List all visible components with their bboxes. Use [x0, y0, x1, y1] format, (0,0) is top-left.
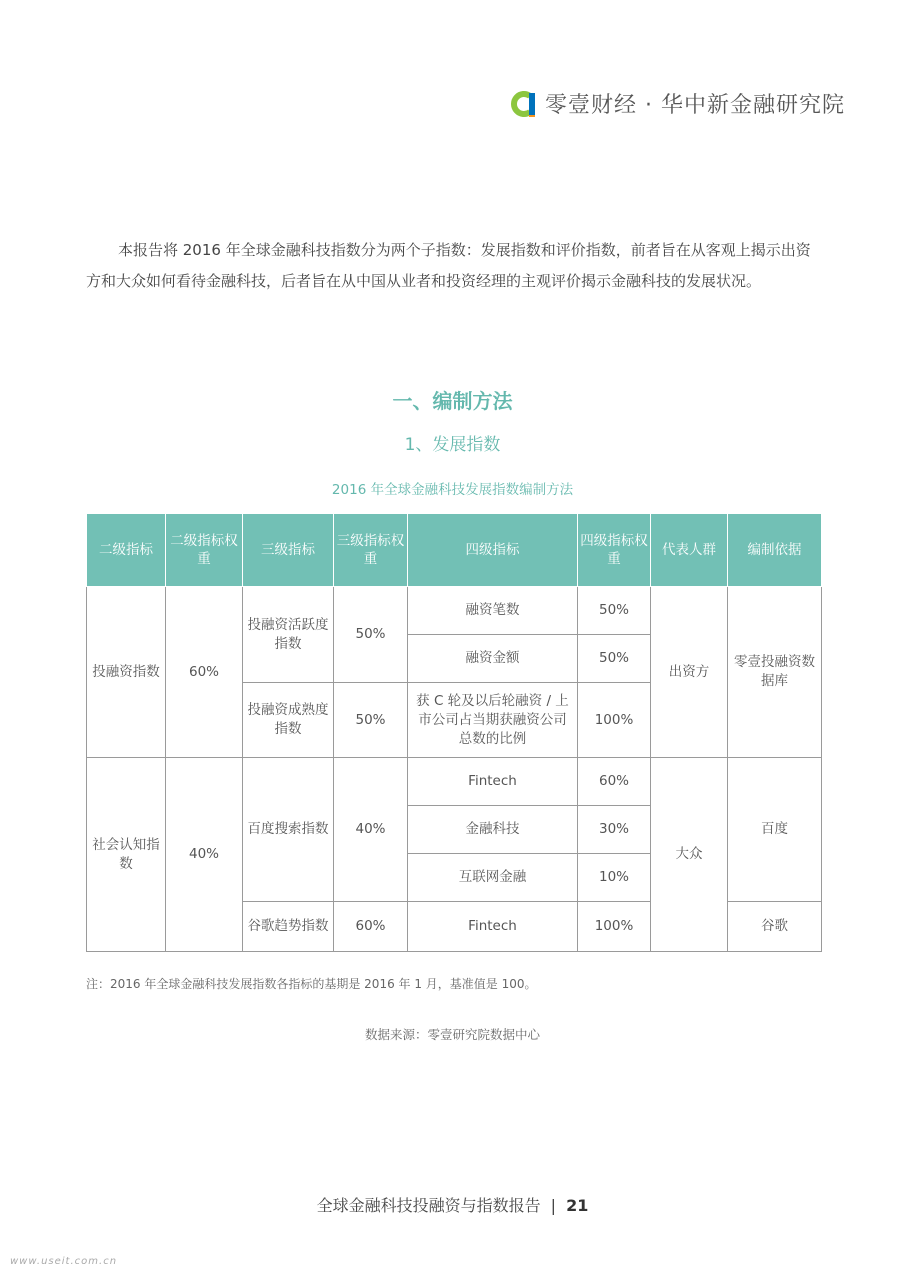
- col-header: 编制依据: [728, 514, 822, 587]
- index-method-table: [86, 513, 822, 952]
- table-cell: Fintech: [408, 758, 578, 806]
- table-cell: 投融资活跃度指数: [243, 587, 334, 683]
- brand-logo-icon: [509, 90, 537, 118]
- table-cell: 60%: [166, 587, 243, 758]
- table-note: 注：2016 年全球金融科技发展指数各指标的基期是 2016 年 1 月，基准值是 100。: [86, 977, 537, 991]
- col-header: 二级指标权重: [166, 514, 243, 587]
- table-cell: 100%: [578, 902, 651, 952]
- table-cell: 融资笔数: [408, 587, 578, 635]
- logo-text: 零壹财经 · 华中新金融研究院: [545, 93, 845, 118]
- table-cell: 零壹投融资数据库: [728, 587, 822, 758]
- page-footer: [0, 1193, 905, 1216]
- table-header-row: [87, 514, 822, 587]
- header-logo: [509, 88, 845, 119]
- col-header: 四级指标: [408, 514, 578, 587]
- table-cell: 投融资成熟度指数: [243, 683, 334, 758]
- section-title: 一、编制方法: [392, 389, 513, 413]
- data-source: 数据来源：零壹研究院数据中心: [364, 1027, 540, 1042]
- table-cell: 百度搜索指数: [243, 758, 334, 902]
- table-cell: 40%: [166, 758, 243, 952]
- table-cell: 100%: [578, 683, 651, 758]
- table-cell: 谷歌: [728, 902, 822, 952]
- table-cell: 金融科技: [408, 806, 578, 854]
- intro-paragraph: 本报告将 2016 年全球金融科技指数分为两个子指数：发展指数和评价指数，前者旨在从客观上揭示出资方和大众如何看待金融科技，后者旨在从中国从业者和投资经理的主观评价揭示金融科技的发展状况。: [86, 241, 811, 290]
- table-row: [87, 587, 822, 635]
- table-cell: 投融资指数: [87, 587, 166, 758]
- page-number: 21: [566, 1196, 589, 1215]
- watermark: www.useit.com.cn: [10, 1256, 118, 1267]
- table-cell: 大众: [651, 758, 728, 952]
- table-cell: 获 C 轮及以后轮融资 / 上市公司占当期获融资公司总数的比例: [408, 683, 578, 758]
- col-header: 三级指标: [243, 514, 334, 587]
- table-cell: 50%: [334, 683, 408, 758]
- table-cell: 互联网金融: [408, 854, 578, 902]
- table-cell: 60%: [578, 758, 651, 806]
- footer-title: 全球金融科技投融资与指数报告: [316, 1196, 541, 1215]
- table-cell: 百度: [728, 758, 822, 902]
- table-cell: 50%: [334, 587, 408, 683]
- table-cell: 10%: [578, 854, 651, 902]
- table-cell: 50%: [578, 587, 651, 635]
- table-cell: 50%: [578, 635, 651, 683]
- table-cell: 融资金额: [408, 635, 578, 683]
- footer-separator: |: [550, 1196, 557, 1215]
- table-caption: 2016 年全球金融科技发展指数编制方法: [331, 482, 574, 498]
- table-cell: 社会认知指数: [87, 758, 166, 952]
- table-cell: 30%: [578, 806, 651, 854]
- table-cell: 出资方: [651, 587, 728, 758]
- col-header: 三级指标权重: [334, 514, 408, 587]
- table-cell: 60%: [334, 902, 408, 952]
- table-row: [87, 758, 822, 806]
- col-header: 二级指标: [87, 514, 166, 587]
- table-cell: 谷歌趋势指数: [243, 902, 334, 952]
- col-header: 代表人群: [651, 514, 728, 587]
- table-cell: 40%: [334, 758, 408, 902]
- subsection-title: 1、发展指数: [404, 435, 501, 455]
- col-header: 四级指标权重: [578, 514, 651, 587]
- table-cell: Fintech: [408, 902, 578, 952]
